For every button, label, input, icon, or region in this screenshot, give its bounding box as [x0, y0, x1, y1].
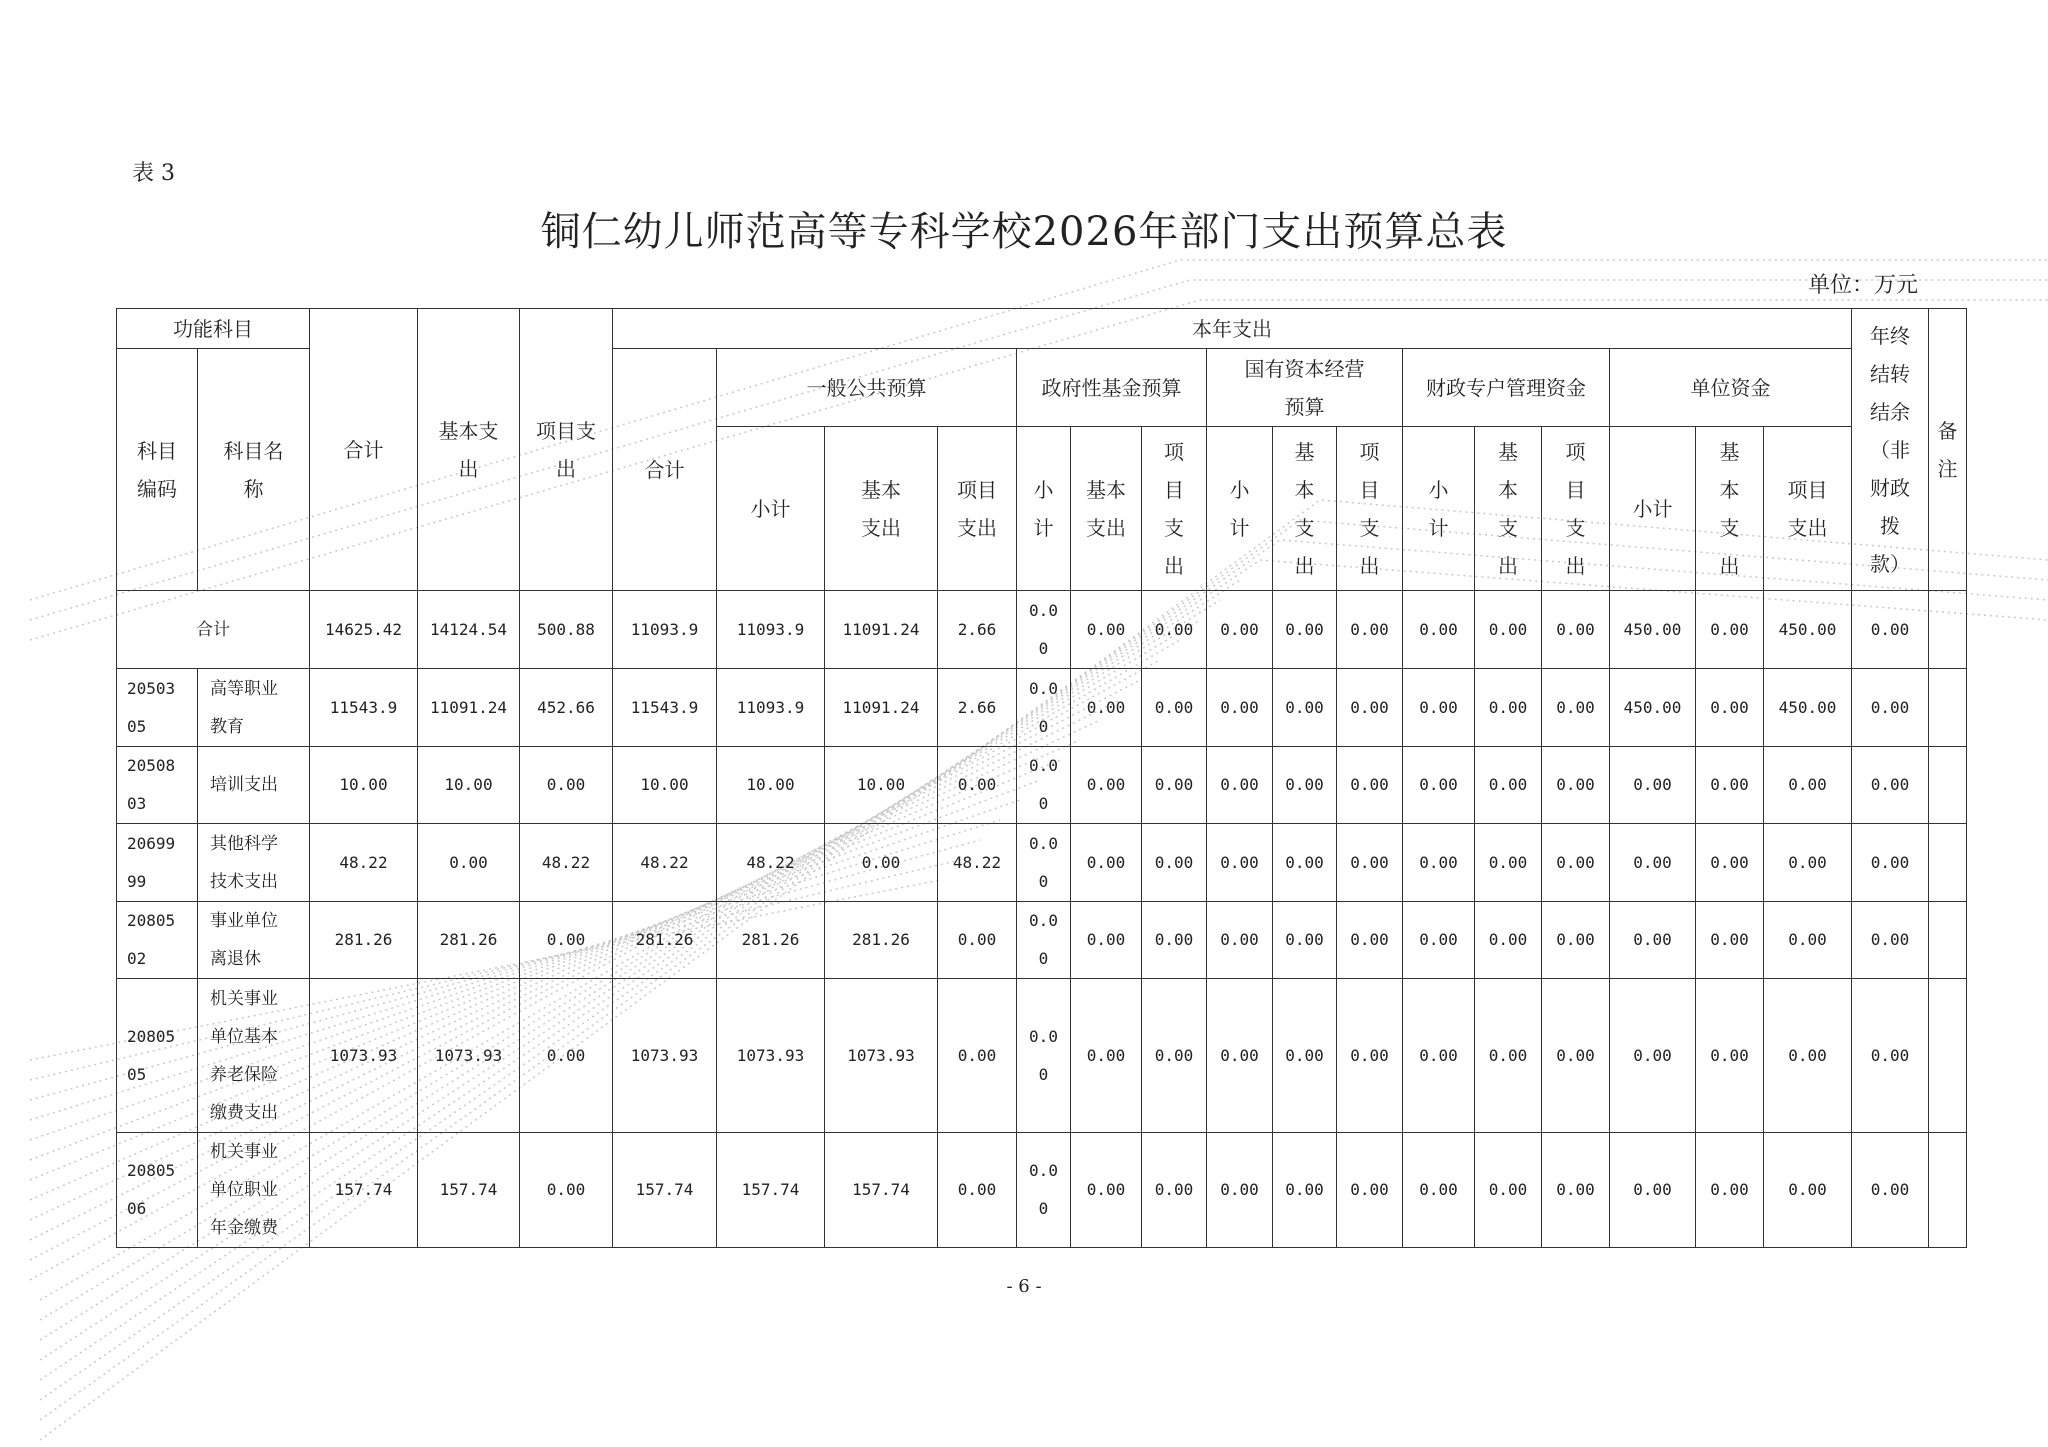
row-value: 0.00 [1273, 902, 1337, 979]
row-value: 0.00 [1337, 591, 1403, 669]
table-row [117, 824, 1967, 902]
row-value: 0.00 [1696, 979, 1764, 1133]
row-value: 450.00 [1610, 669, 1696, 747]
row-value: 2.66 [938, 669, 1017, 747]
row-value [1929, 824, 1967, 902]
row-value: 11543.9 [613, 669, 717, 747]
row-value [1929, 669, 1967, 747]
row-value: 11091.24 [825, 669, 938, 747]
row-value: 10.00 [418, 747, 520, 824]
row-value: 0.00 [1142, 824, 1207, 902]
header-gb-basic: 基本支出 [825, 427, 938, 591]
row-value: 0.00 [1142, 591, 1207, 669]
row-value: 0.00 [1403, 669, 1475, 747]
row-value: 0.00 [1696, 824, 1764, 902]
row-value [1929, 591, 1967, 669]
row-value [1929, 1133, 1967, 1248]
row-value: 0.00 [1403, 902, 1475, 979]
row-value: 11543.9 [310, 669, 418, 747]
row-value: 281.26 [613, 902, 717, 979]
page-title: 铜仁幼儿师范高等专科学校2026年部门支出预算总表 [540, 209, 1508, 255]
row-value: 0.00 [1696, 669, 1764, 747]
row-value: 281.26 [310, 902, 418, 979]
table-row [117, 979, 1967, 1133]
row-value: 0.00 [1337, 824, 1403, 902]
row-value: 10.00 [310, 747, 418, 824]
row-value: 0.00 [1207, 902, 1273, 979]
row-value: 0.00 [1017, 669, 1071, 747]
header-code: 科目编码 [117, 349, 198, 591]
header-sa-basic: 基本支出 [1475, 427, 1542, 591]
header-func-subject: 功能科目 [117, 309, 310, 349]
row-value: 0.00 [1542, 824, 1610, 902]
row-value: 0.00 [1273, 591, 1337, 669]
header-sc-subtotal: 小计 [1207, 427, 1273, 591]
row-value: 0.00 [1017, 902, 1071, 979]
row-value [1929, 747, 1967, 824]
unit-note: 单位：万元 [1807, 273, 1918, 298]
header-sc-basic: 基本支出 [1273, 427, 1337, 591]
row-value: 0.00 [1542, 669, 1610, 747]
row-value: 0.00 [1142, 1133, 1207, 1248]
row-value: 10.00 [717, 747, 825, 824]
row-name: 高等职业教育 [198, 669, 310, 747]
row-value: 0.00 [1475, 591, 1542, 669]
row-value: 0.00 [1610, 747, 1696, 824]
row-value: 11091.24 [825, 591, 938, 669]
row-value: 0.00 [1475, 669, 1542, 747]
row-value: 0.00 [1273, 669, 1337, 747]
row-name: 其他科学技术支出 [198, 824, 310, 902]
row-code: 2080505 [117, 979, 198, 1133]
row-value: 0.00 [1273, 979, 1337, 1133]
row-value: 0.00 [1207, 747, 1273, 824]
row-value: 0.00 [938, 1133, 1017, 1248]
row-value: 0.00 [418, 824, 520, 902]
row-value: 0.00 [1696, 902, 1764, 979]
row-value: 1073.93 [418, 979, 520, 1133]
row-value: 0.00 [1337, 979, 1403, 1133]
table-label: 表 3 [132, 161, 175, 186]
header-project: 项目支出 [520, 309, 613, 591]
row-value: 11093.9 [717, 669, 825, 747]
row-name: 事业单位离退休 [198, 902, 310, 979]
table-row [117, 1133, 1967, 1248]
row-value: 0.00 [1403, 824, 1475, 902]
row-value: 0.00 [1017, 747, 1071, 824]
row-value: 11091.24 [418, 669, 520, 747]
row-value: 0.00 [1071, 1133, 1142, 1248]
row-value: 0.00 [1610, 979, 1696, 1133]
header-gb-project: 项目支出 [938, 427, 1017, 591]
row-value: 14124.54 [418, 591, 520, 669]
row-value: 0.00 [520, 1133, 613, 1248]
row-value: 0.00 [1542, 747, 1610, 824]
row-value: 0.00 [1764, 747, 1852, 824]
table-row [117, 747, 1967, 824]
row-name: 合计 [117, 591, 310, 669]
row-value: 0.00 [1852, 669, 1929, 747]
header-uf-project: 项目支出 [1764, 427, 1852, 591]
row-value: 14625.42 [310, 591, 418, 669]
row-value: 0.00 [1852, 1133, 1929, 1248]
row-value: 0.00 [1475, 902, 1542, 979]
row-value: 157.74 [825, 1133, 938, 1248]
header-gf-project: 项目支出 [1142, 427, 1207, 591]
row-value: 0.00 [1542, 591, 1610, 669]
row-value: 0.00 [1852, 979, 1929, 1133]
header-general-budget: 一般公共预算 [717, 349, 1017, 427]
row-value: 0.00 [1142, 747, 1207, 824]
row-value: 281.26 [717, 902, 825, 979]
row-value: 452.66 [520, 669, 613, 747]
row-value: 157.74 [418, 1133, 520, 1248]
row-value: 0.00 [1017, 979, 1071, 1133]
row-value: 0.00 [1337, 1133, 1403, 1248]
row-value: 0.00 [1764, 979, 1852, 1133]
row-value: 500.88 [520, 591, 613, 669]
header-uf-subtotal: 小计 [1610, 427, 1696, 591]
row-value: 0.00 [1071, 824, 1142, 902]
row-code: 2050305 [117, 669, 198, 747]
header-basic: 基本支出 [418, 309, 520, 591]
row-value: 0.00 [1337, 669, 1403, 747]
row-value: 11093.9 [717, 591, 825, 669]
row-value: 0.00 [1207, 979, 1273, 1133]
header-gf-subtotal: 小计 [1017, 427, 1071, 591]
table-row [117, 902, 1967, 979]
row-value: 0.00 [1764, 824, 1852, 902]
row-value: 0.00 [1610, 824, 1696, 902]
header-sa-subtotal: 小计 [1403, 427, 1475, 591]
row-value: 0.00 [1852, 902, 1929, 979]
row-value: 0.00 [1764, 1133, 1852, 1248]
row-value: 0.00 [1403, 747, 1475, 824]
header-name: 科目名称 [198, 349, 310, 591]
row-value: 450.00 [1764, 669, 1852, 747]
row-value [1929, 979, 1967, 1133]
row-value: 0.00 [1696, 1133, 1764, 1248]
row-value: 0.00 [1207, 591, 1273, 669]
row-value: 0.00 [1475, 1133, 1542, 1248]
row-name: 机关事业单位职业年金缴费 [198, 1133, 310, 1248]
row-value: 157.74 [717, 1133, 825, 1248]
row-value: 0.00 [1071, 902, 1142, 979]
row-value: 0.00 [1542, 979, 1610, 1133]
row-value: 0.00 [1337, 902, 1403, 979]
row-value: 48.22 [938, 824, 1017, 902]
row-value: 0.00 [1542, 902, 1610, 979]
row-value: 0.00 [1852, 591, 1929, 669]
header-carryover: 年终结转结余（非财政拨款） [1852, 309, 1929, 591]
row-name: 培训支出 [198, 747, 310, 824]
row-value: 0.00 [1696, 747, 1764, 824]
page-number: - 6 - [1006, 1276, 1042, 1297]
header-gb-subtotal: 小计 [717, 427, 825, 591]
row-value: 0.00 [1142, 979, 1207, 1133]
row-value: 0.00 [1403, 591, 1475, 669]
header-state-capital: 国有资本经营预算 [1207, 349, 1403, 427]
row-value: 1073.93 [825, 979, 938, 1133]
row-value: 0.00 [1852, 824, 1929, 902]
row-value: 0.00 [938, 902, 1017, 979]
row-value: 0.00 [1273, 747, 1337, 824]
header-sc-project: 项目支出 [1337, 427, 1403, 591]
header-cy-total: 合计 [613, 349, 717, 591]
row-code: 2069999 [117, 824, 198, 902]
table-row-total [117, 591, 1967, 669]
row-code: 2080502 [117, 902, 198, 979]
row-value: 157.74 [310, 1133, 418, 1248]
header-uf-basic: 基本支出 [1696, 427, 1764, 591]
row-value: 0.00 [1475, 824, 1542, 902]
row-value: 48.22 [310, 824, 418, 902]
row-value: 0.00 [938, 979, 1017, 1133]
row-value: 157.74 [613, 1133, 717, 1248]
row-value: 48.22 [520, 824, 613, 902]
row-value: 0.00 [1071, 669, 1142, 747]
row-value: 0.00 [1017, 824, 1071, 902]
row-value: 0.00 [1764, 902, 1852, 979]
row-value: 0.00 [1337, 747, 1403, 824]
row-value: 0.00 [1696, 591, 1764, 669]
row-value: 0.00 [1017, 1133, 1071, 1248]
row-value: 281.26 [825, 902, 938, 979]
row-value: 10.00 [613, 747, 717, 824]
row-value: 10.00 [825, 747, 938, 824]
budget-table [116, 308, 1967, 1248]
header-total: 合计 [310, 309, 418, 591]
row-value: 0.00 [1403, 979, 1475, 1133]
row-name: 机关事业单位基本养老保险缴费支出 [198, 979, 310, 1133]
row-value: 0.00 [520, 902, 613, 979]
row-value: 0.00 [825, 824, 938, 902]
row-value: 1073.93 [717, 979, 825, 1133]
row-value: 0.00 [1273, 824, 1337, 902]
row-value: 48.22 [613, 824, 717, 902]
row-value: 0.00 [1071, 591, 1142, 669]
row-value: 1073.93 [613, 979, 717, 1133]
row-value: 11093.9 [613, 591, 717, 669]
header-special-account: 财政专户管理资金 [1403, 349, 1610, 427]
row-value: 0.00 [1071, 747, 1142, 824]
row-code: 2050803 [117, 747, 198, 824]
row-value: 0.00 [1207, 824, 1273, 902]
row-value: 1073.93 [310, 979, 418, 1133]
row-value: 0.00 [520, 979, 613, 1133]
header-gf-basic: 基本支出 [1071, 427, 1142, 591]
row-value: 0.00 [1610, 902, 1696, 979]
header-remark: 备注 [1929, 309, 1967, 591]
row-value: 0.00 [1475, 747, 1542, 824]
row-value [1929, 902, 1967, 979]
row-value: 0.00 [1852, 747, 1929, 824]
row-value: 2.66 [938, 591, 1017, 669]
header-sa-project: 项目支出 [1542, 427, 1610, 591]
row-value: 0.00 [1207, 1133, 1273, 1248]
row-value: 0.00 [1475, 979, 1542, 1133]
header-unit-fund: 单位资金 [1610, 349, 1852, 427]
row-value: 450.00 [1764, 591, 1852, 669]
row-value: 0.00 [1542, 1133, 1610, 1248]
row-value: 0.00 [520, 747, 613, 824]
header-current-year: 本年支出 [613, 309, 1852, 349]
table-row [117, 669, 1967, 747]
row-value: 0.00 [1403, 1133, 1475, 1248]
row-code: 2080506 [117, 1133, 198, 1248]
row-value: 48.22 [717, 824, 825, 902]
row-value: 0.00 [1207, 669, 1273, 747]
header-gov-fund: 政府性基金预算 [1017, 349, 1207, 427]
row-value: 0.00 [1273, 1133, 1337, 1248]
row-value: 281.26 [418, 902, 520, 979]
row-value: 0.00 [938, 747, 1017, 824]
row-value: 0.00 [1142, 669, 1207, 747]
row-value: 0.00 [1610, 1133, 1696, 1248]
row-value: 450.00 [1610, 591, 1696, 669]
row-value: 0.00 [1017, 591, 1071, 669]
row-value: 0.00 [1071, 979, 1142, 1133]
row-value: 0.00 [1142, 902, 1207, 979]
